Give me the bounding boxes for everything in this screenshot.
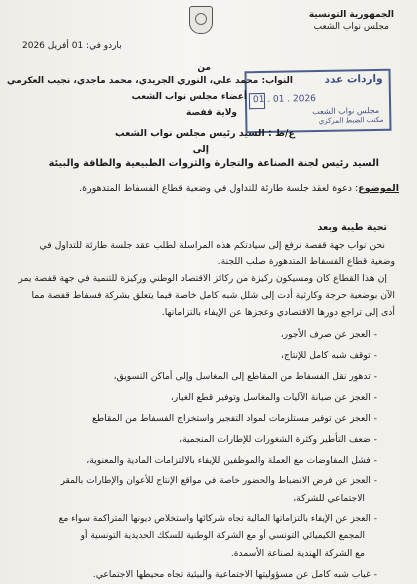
deputies-line xyxy=(7,76,293,86)
deputies-region: ولاية قفصة xyxy=(186,108,237,118)
bullet-item: - العجز عن توفير مستلزمات لمواد التفجير واستخراج الفسفاط من المقاطع xyxy=(92,413,377,424)
from-label: من xyxy=(197,63,211,73)
bullet-item: - العجز عن صيانة الآليات والمغاسل وتوفير قطع الغيار، xyxy=(171,392,377,403)
greeting: تحية طيبة وبعد xyxy=(317,222,387,233)
stamp-unit: مكتب الضبط المركزي xyxy=(318,115,384,125)
stamp-date: 01 . 01 . 2026 xyxy=(252,94,317,106)
bullet-item-continuation: الاجتماعي للشركة، xyxy=(293,493,365,504)
bullet-item-continuation: مع الشركة الهندية لصناعة الأسمدة. xyxy=(230,548,365,559)
tunisia-emblem-icon xyxy=(189,6,213,34)
bullet-item-continuation: المجمع الكيميائي التونسي أو مع الشركة الوطنية للسكك الحديدية التونسية أو xyxy=(80,531,365,541)
to-label: إلى xyxy=(192,144,209,155)
institution-name: مجلس نواب الشعب xyxy=(313,22,389,32)
recipient-line: السيد رئيس لجنة الصناعة والتجارة والثروات الطبيعية والطاقة والبيئة xyxy=(48,158,379,169)
deputies-prefix: النواب: xyxy=(261,76,293,86)
country-name: الجمهورية التونسية xyxy=(308,10,394,20)
bullet-item: - ضعف التأطير وكثرة الشغورات للإطارات المنجمية، xyxy=(179,434,377,445)
bullet-item: - العجز عن صرف الأجور، xyxy=(281,329,377,340)
bullet-item: - العجز عن فرض الانضباط والحضور خاصة في مواقع الإنتاج للأعوان والإطارات بالمقر xyxy=(61,476,377,486)
subject-line xyxy=(79,183,399,194)
subject-text: : دعوة لعقد جلسة طارئة للتداول في وضعية قطاع الفسفاط المتدهورة. xyxy=(79,183,359,194)
bullet-item: - غياب شبه كامل عن مسؤوليتها الاجتماعية والبيئية تجاه محيطها الاجتماعي. xyxy=(93,569,377,580)
paragraph-line: أدى إلى تراجع دورها الاقتصادي وعجزها عن الإيفاء بالتزاماتها. xyxy=(161,307,395,318)
paragraph-line: الآن بوضعية حرجة وكارثية أدت إلى شلل شبه كامل خاصة فيما يتعلق بشركة فسفاط قفصة مما xyxy=(31,290,395,301)
paragraph-line: إن هذا القطاع كان ومسيكون ركيزة من ركائز الاقتصاد الوطني وركيزة للتنمية في جهة قفصة يمر xyxy=(18,273,387,284)
stamp-title: واردات عدد xyxy=(324,72,383,86)
bullet-item: - العجز عن الإيفاء بالتزاماتها المالية تجاه شركائها واستخلاص ديونها المتراكمة سواء مع xyxy=(59,514,377,524)
subject-label: الموضوع xyxy=(358,183,399,194)
deputies-names: محمد علي، النوري الجريدي، محمد ماجدي، نجيب العكرمي xyxy=(7,76,259,86)
date-line: باردو في: 01 أفريل 2026 xyxy=(22,41,122,51)
stamp-org: مجلس نواب الشعب xyxy=(312,105,380,117)
bullet-item: - تدهور نقل الفسفاط من المقاطع إلى المغاسل وإلى أماكن التسويق، xyxy=(114,371,377,382)
bullet-item: - توقف شبه كامل للإنتاج، xyxy=(281,350,377,361)
paragraph-line: وضعية قطاع الفسفاط المتدهورة صلب اللجنة. xyxy=(217,256,395,267)
via-line: ع/ط : السيد رئيس مجلس نواب الشعب xyxy=(115,128,295,139)
deputies-role: أعضاء مجلس نواب الشعب xyxy=(131,92,247,102)
bullet-item: - فشل المفاوضات مع العملة والموظفين للإيفاء بالالتزامات المادية والمعنوية، xyxy=(86,455,377,466)
paragraph-line: نحن نواب جهة قفصة نرفع إلى سيادتكم هذه المراسلة لطلب عقد جلسة طارئة للتداول في xyxy=(39,240,385,251)
